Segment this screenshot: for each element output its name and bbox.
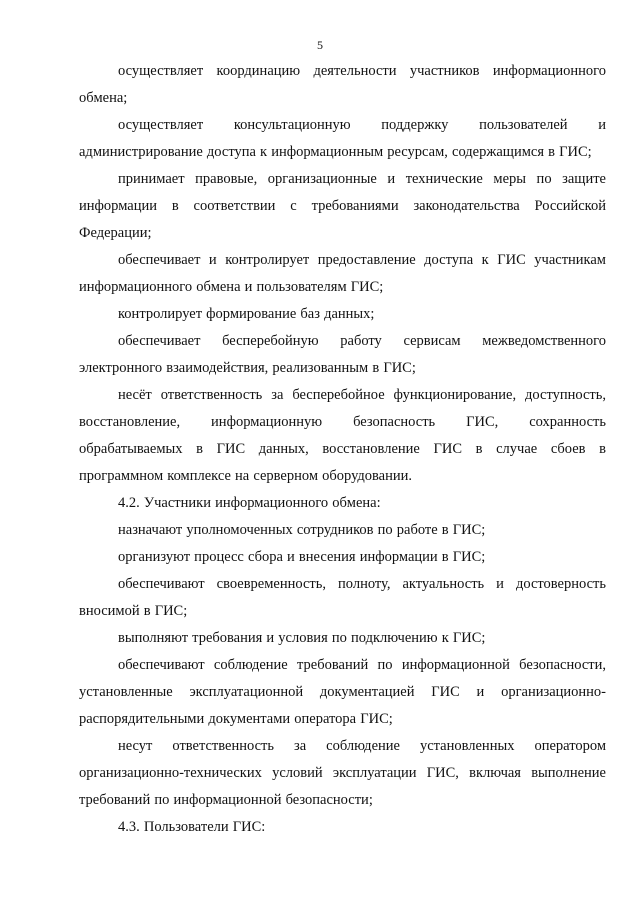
paragraph-participants-collect: организуют процесс сбора и внесения информации в ГИС; bbox=[118, 549, 486, 565]
paragraph-operator-services: обеспечивает бесперебойную работу сервисам межведомственного электронного взаимодействия, реализованным в ГИС; bbox=[79, 333, 606, 376]
section-heading-users: 4.3. Пользователи ГИС: bbox=[118, 819, 266, 835]
paragraph-participants-responsibility: несут ответственность за соблюдение установленных оператором организационно-технических условий эксплуатации ГИС, включая выполнение требований по информационной безопасности; bbox=[79, 738, 606, 808]
section-heading-participants: 4.2. Участники информационного обмена: bbox=[118, 495, 381, 511]
paragraph-participants-quality: обеспечивают своевременность, полноту, актуальность и достоверность вносимой в ГИС; bbox=[79, 576, 606, 619]
document-body bbox=[79, 58, 606, 841]
paragraph-operator-protection: принимает правовые, организационные и технические меры по защите информации в соответствии с требованиями законодательства Российской Федерации; bbox=[79, 171, 606, 241]
paragraph-operator-access: обеспечивает и контролирует предоставление доступа к ГИС участникам информационного обмена и пользователям ГИС; bbox=[79, 252, 606, 295]
paragraph-participants-connection: выполняют требования и условия по подключению к ГИС; bbox=[118, 630, 486, 646]
paragraph-operator-support: осуществляет консультационную поддержку пользователей и администрирование доступа к информационным ресурсам, содержащимся в ГИС; bbox=[79, 117, 606, 160]
paragraph-operator-coordination: осуществляет координацию деятельности участников информационного обмена; bbox=[79, 63, 606, 106]
paragraph-operator-responsibility: несёт ответственность за бесперебойное функционирование, доступность, восстановление, информационную безопасность ГИС, сохранность обрабатываемых в ГИС данных, восстановление ГИС в случае сбоев в программном комплексе на серверном оборудовании. bbox=[79, 387, 606, 484]
page-number: 5 bbox=[317, 38, 323, 52]
paragraph-operator-databases: контролирует формирование баз данных; bbox=[118, 306, 375, 322]
paragraph-participants-security: обеспечивают соблюдение требований по информационной безопасности, установленные эксплуатационной документацией ГИС и организационно-распорядительными документами оператора ГИС; bbox=[79, 657, 606, 727]
paragraph-participants-appoint: назначают уполномоченных сотрудников по работе в ГИС; bbox=[118, 522, 486, 538]
